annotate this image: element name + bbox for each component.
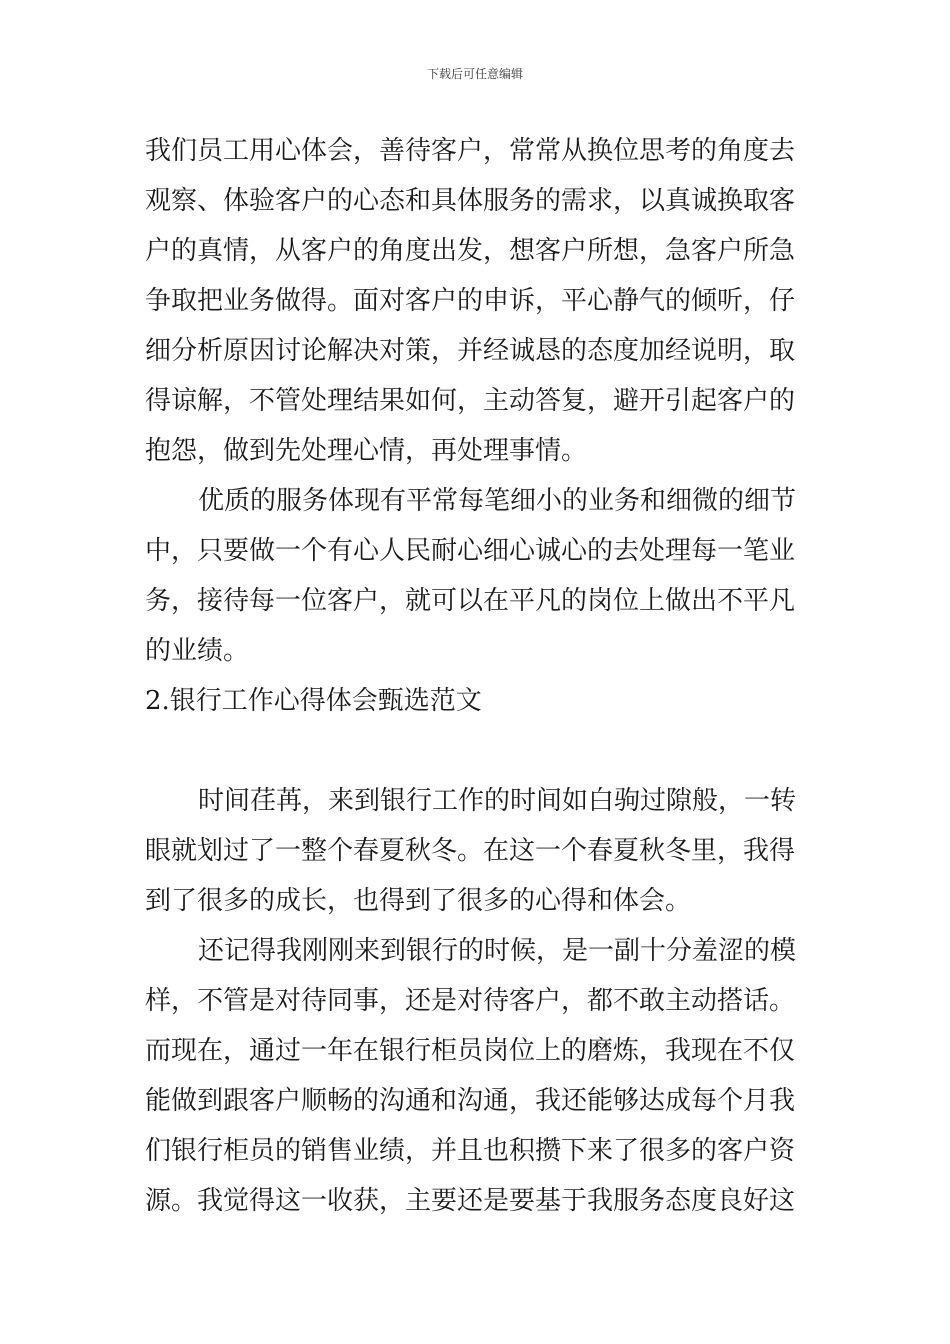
paragraph-line: 源。我觉得这一收获，主要还是要基于我服务态度良好这 bbox=[145, 1186, 796, 1216]
paragraph-line: 而现在，通过一年在银行柜员岗位上的磨炼，我现在不仅 bbox=[145, 1036, 796, 1066]
header-note: 下载后可任意编辑 bbox=[426, 67, 523, 81]
paragraph-line: 务，接待每一位客户，就可以在平凡的岗位上做出不平凡 bbox=[145, 586, 796, 616]
paragraph-line: 到了很多的成长，也得到了很多的心得和体会。 bbox=[145, 886, 692, 916]
paragraph-line: 优质的服务体现有平常每笔细小的业务和细微的细节 bbox=[198, 486, 797, 516]
paragraph-line: 抱怨，做到先处理心情，再处理事情。 bbox=[145, 436, 588, 466]
paragraph-line: 观察、体验客户的心态和具体服务的需求，以真诚换取客 bbox=[145, 186, 796, 216]
paragraph-line: 得谅解，不管处理结果如何，主动答复，避开引起客户的 bbox=[145, 386, 796, 416]
paragraph-line: 还记得我刚刚来到银行的时候，是一副十分羞涩的模 bbox=[198, 936, 797, 966]
paragraph-line: 眼就划过了一整个春夏秋冬。在这一个春夏秋冬里，我得 bbox=[145, 836, 796, 866]
paragraph-line: 样，不管是对待同事，还是对待客户，都不敢主动搭话。 bbox=[145, 986, 796, 1016]
paragraph-line: 时间荏苒，来到银行工作的时间如白驹过隙般，一转 bbox=[198, 786, 797, 816]
section-heading: 2.银行工作心得体会甄选范文 bbox=[145, 686, 482, 716]
paragraph-line: 争取把业务做得。面对客户的申诉，平心静气的倾听，仔 bbox=[145, 286, 796, 316]
paragraph-line: 细分析原因讨论解决对策，并经诚恳的态度加经说明，取 bbox=[145, 336, 796, 366]
paragraph-line: 能做到跟客户顺畅的沟通和沟通，我还能够达成每个月我 bbox=[145, 1086, 796, 1116]
paragraph-line: 户的真情，从客户的角度出发，想客户所想，急客户所急 bbox=[145, 236, 796, 266]
paragraph-line: 中，只要做一个有心人民耐心细心诚心的去处理每一笔业 bbox=[145, 536, 796, 566]
paragraph-line: 的业绩。 bbox=[145, 636, 250, 666]
paragraph-line: 我们员工用心体会，善待客户，常常从换位思考的角度去 bbox=[145, 136, 796, 166]
paragraph-line: 们银行柜员的销售业绩，并且也积攒下来了很多的客户资 bbox=[145, 1136, 796, 1166]
